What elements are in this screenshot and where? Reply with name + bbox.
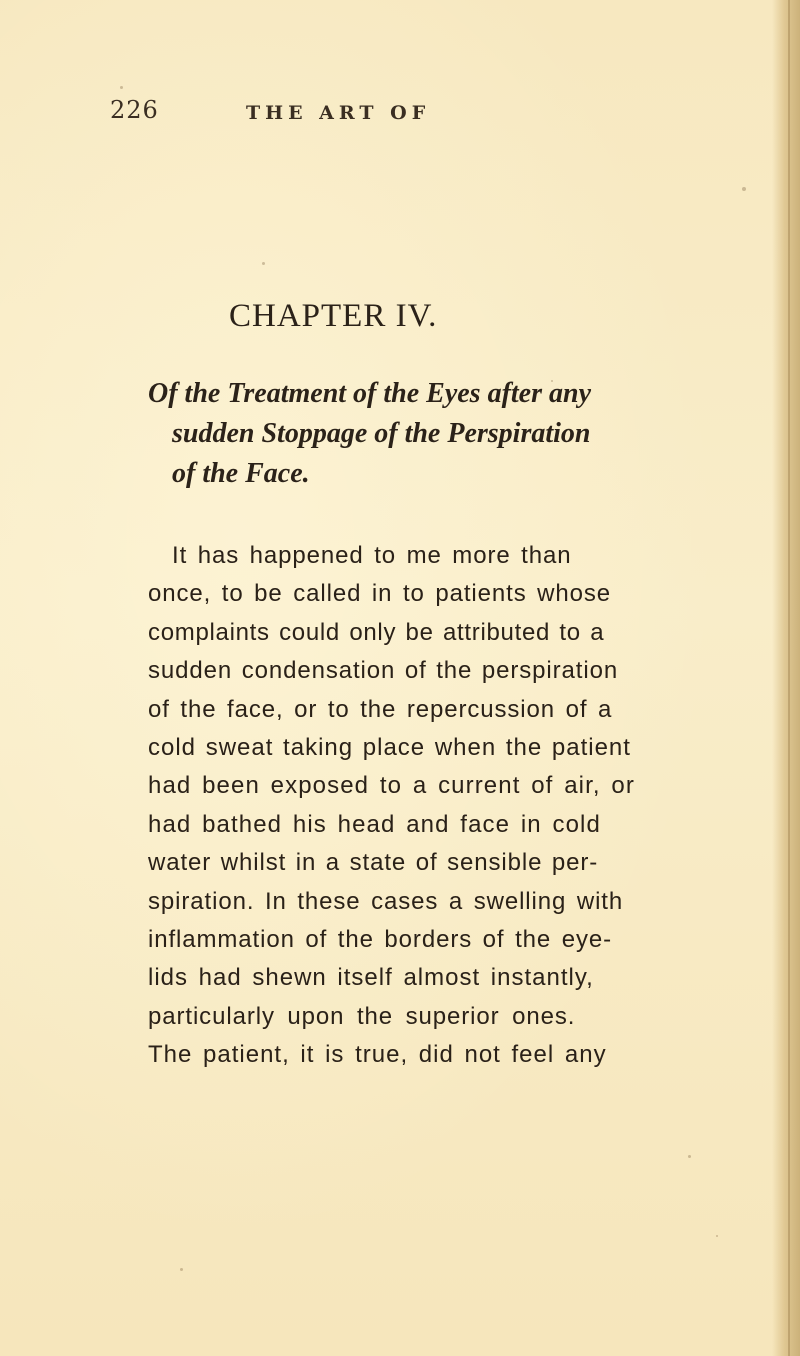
paper-speck xyxy=(716,1235,718,1237)
subtitle-line: Of the Treatment of the Eyes after any xyxy=(148,378,592,409)
body-line: of the face, or to the repercussion of a xyxy=(148,695,613,723)
page-binding-line xyxy=(788,0,790,1356)
body-line: water whilst in a state of sensible per- xyxy=(148,849,599,877)
running-head: THE ART OF xyxy=(246,102,431,124)
body-line: had bathed his head and face in cold xyxy=(148,810,601,838)
paper-speck xyxy=(742,187,746,191)
paper-speck xyxy=(180,1268,183,1271)
page-number: 226 xyxy=(110,96,159,124)
body-line: spiration. In these cases a swelling with xyxy=(148,887,624,915)
paper-speck xyxy=(262,262,265,265)
subtitle-line: sudden Stoppage of the Perspiration xyxy=(172,418,591,449)
body-line: once, to be called in to patients whose xyxy=(148,580,612,608)
body-line: sudden condensation of the perspiration xyxy=(148,657,619,685)
body-line: particularly upon the superior ones. xyxy=(148,1002,576,1030)
body-paragraph xyxy=(148,537,768,1075)
body-line: had been exposed to a current of air, or xyxy=(148,772,635,800)
body-line: cold sweat taking place when the patient xyxy=(148,734,631,762)
body-line: The patient, it is true, did not feel any xyxy=(148,1041,607,1069)
body-line: lids had shewn itself almost instantly, xyxy=(148,964,594,992)
subtitle-line: of the Face. xyxy=(172,458,310,489)
paper-speck xyxy=(688,1155,691,1158)
body-line: inflammation of the borders of the eye- xyxy=(148,926,612,954)
body-line: It has happened to me more than xyxy=(172,542,572,569)
page-binding-edge xyxy=(772,0,800,1356)
paper-speck xyxy=(120,86,123,89)
chapter-title: CHAPTER IV. xyxy=(229,298,438,334)
chapter-subtitle xyxy=(148,374,768,494)
body-line: complaints could only be attributed to a xyxy=(148,618,605,646)
